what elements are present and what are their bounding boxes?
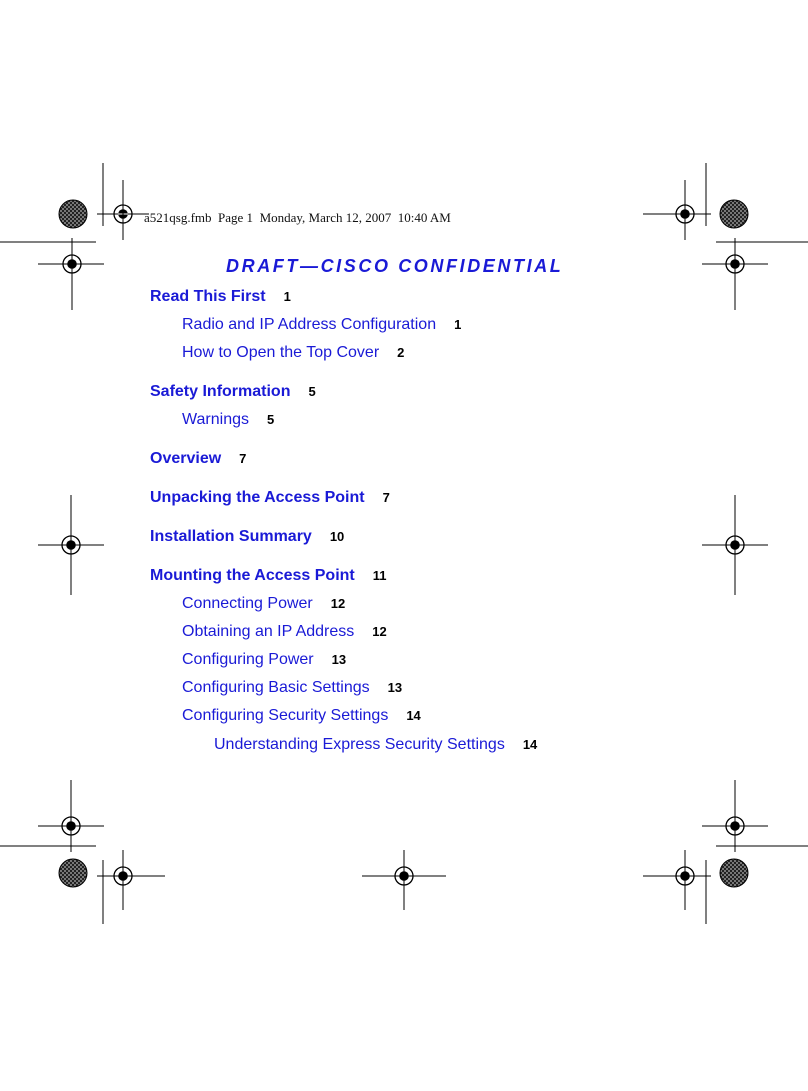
toc-entry[interactable] (182, 343, 404, 363)
toc-entry-title[interactable]: Obtaining an IP Address (182, 623, 355, 640)
toc-entry-title[interactable]: Warnings (182, 411, 249, 428)
toc-entry-page: 12 (372, 624, 387, 639)
toc-entry-page: 7 (382, 490, 390, 505)
toc-entry-title[interactable]: Read This First (150, 288, 266, 305)
toc-entry-page: 10 (329, 529, 345, 544)
toc-entry-title[interactable]: Unpacking the Access Point (150, 489, 365, 506)
toc-entry[interactable] (182, 706, 421, 726)
toc-entry-page: 14 (406, 708, 421, 723)
toc-entry-page: 11 (372, 568, 387, 583)
toc-entry-page: 7 (239, 451, 247, 466)
toc-entry[interactable] (182, 315, 461, 335)
toc-entry-title[interactable]: Mounting the Access Point (150, 567, 355, 584)
toc-entry-title[interactable]: Radio and IP Address Configuration (182, 316, 437, 333)
toc-entry[interactable] (150, 488, 390, 508)
toc-entry[interactable] (182, 678, 402, 698)
slug-page-label: Page 1 (218, 210, 254, 225)
toc-entry[interactable] (150, 527, 344, 547)
toc-entry-page: 2 (397, 345, 405, 360)
toc-entry-page: 1 (283, 289, 291, 304)
toc-entry-page: 5 (266, 412, 275, 427)
toc-entry-title[interactable]: How to Open the Top Cover (182, 344, 380, 361)
toc-entry[interactable] (150, 287, 291, 307)
toc-entry-page: 13 (387, 680, 403, 695)
toc-entry[interactable] (182, 650, 346, 670)
toc-entry-title[interactable]: Safety Information (150, 383, 291, 400)
toc-entry[interactable] (182, 622, 387, 642)
toc-entry-title[interactable]: Installation Summary (150, 528, 312, 545)
toc-entry[interactable] (150, 449, 246, 469)
toc-entry-title[interactable]: Configuring Security Settings (182, 707, 389, 724)
toc-entry-page: 12 (330, 596, 346, 611)
toc-entry[interactable] (182, 594, 345, 614)
toc-entry[interactable] (150, 382, 316, 402)
toc-entry-page: 13 (331, 652, 347, 667)
toc-entry-title[interactable]: Connecting Power (182, 595, 313, 612)
toc-entry[interactable] (182, 410, 274, 430)
toc-entry-page: 1 (454, 317, 462, 332)
toc-entry-title[interactable]: Overview (150, 450, 222, 467)
slug-datetime: Monday, March 12, 2007 10:40 AM (259, 210, 451, 225)
draft-confidential-banner: DRAFT—CISCO CONFIDENTIAL (226, 256, 564, 276)
toc-entry[interactable] (214, 735, 537, 755)
toc-entry[interactable] (150, 566, 387, 586)
toc-entry-page: 14 (522, 737, 538, 752)
toc-entry-title[interactable]: Configuring Basic Settings (182, 679, 370, 696)
slug-filename: a521qsg.fmb (144, 210, 212, 225)
toc-entry-page: 5 (308, 384, 316, 399)
toc-entry-title[interactable]: Configuring Power (182, 651, 314, 668)
toc-entry-title[interactable]: Understanding Express Security Settings (214, 736, 505, 753)
